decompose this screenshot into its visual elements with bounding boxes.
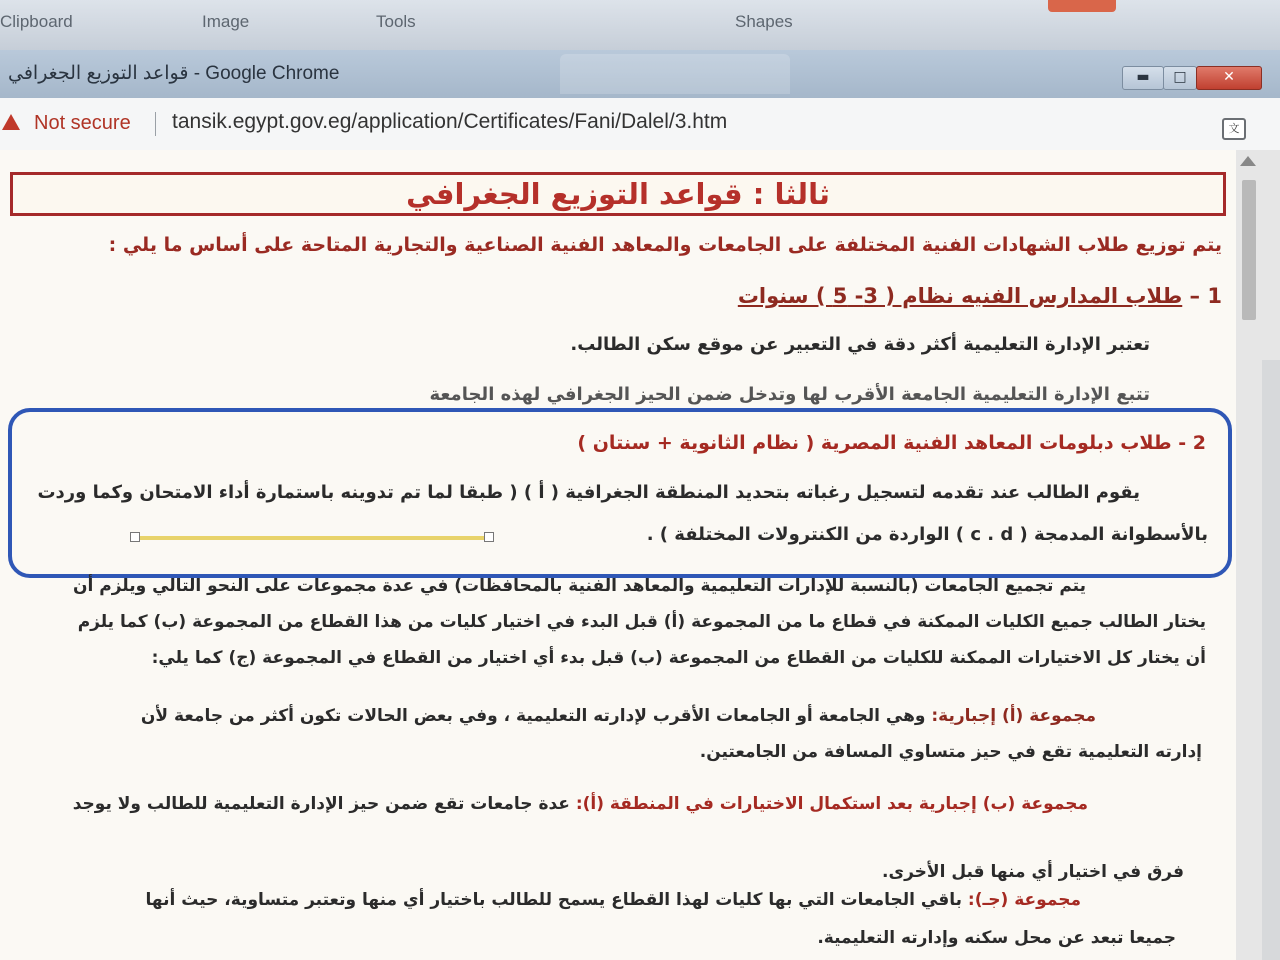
section-1-line-1: تعتبر الإدارة التعليمية أكثر دقة في التعبير عن موقع سكن الطالب. [570,334,1150,355]
page-heading: ثالثا : قواعد التوزيع الجغرافي [406,177,830,211]
underline-handle-left[interactable] [130,532,140,542]
group-b [73,794,1088,814]
group-a-label: مجموعة (أ) إجبارية: [931,706,1096,726]
group-a [141,706,1096,726]
url-field[interactable]: tansik.egypt.gov.eg/application/Certificates/Fani/Dalel/3.htm [172,110,728,133]
group-a-line-2: إدارته التعليمية تقع في حيز متساوي المسافة من الجامعتين. [699,742,1202,762]
scrollbar-thumb[interactable] [1242,180,1256,320]
section-2-line-1: يقوم الطالب عند تقدمه لتسجيل رغباته بتحديد المنطقة الجغرافية ( أ ) ( طبقا لما تم تدوينه باستمارة أداء الامتحان وكما وردت [37,482,1140,503]
section-1-number: 1 – [1182,284,1222,308]
group-c-label: مجموعة (جـ): [967,890,1081,910]
group-b-text: عدة جامعات تقع ضمن حيز الإدارة التعليمية للطالب ولا يوجد [72,794,576,814]
group-b-line-2: فرق في اختيار أي منها قبل الأخرى. [882,862,1184,882]
group-b-label: مجموعة (ب) إجبارية بعد استكمال الاختيارات في المنطقة (أ): [575,794,1088,814]
maximize-button[interactable]: □ [1163,66,1197,90]
paragraph-line-3: أن يختار كل الاختيارات الممكنة للكليات من القطاع من المجموعة (ب) قبل بدء أي اختيار من القطاع في المجموعة (ج) كما يلي: [151,648,1206,668]
section-2-title: 2 - طلاب دبلومات المعاهد الفنية المصرية ( نظام الثانوية + سنتان ) [577,432,1206,454]
group-c [145,890,1081,910]
warning-icon[interactable] [2,114,20,130]
ribbon-tools[interactable]: Tools [376,12,416,31]
ribbon-clipboard[interactable]: Clipboard [0,12,73,31]
group-a-text: وهي الجامعة أو الجامعات الأقرب لإدارته التعليمية ، وفي بعض الحالات تكون أكثر من جامعة لأن [140,706,932,726]
ribbon-shapes[interactable]: Shapes [735,12,793,31]
group-c-text: باقي الجامعات التي بها كليات لهذا القطاع يسمح للطالب باختيار أي منها وتعتبر متساوية، حيث أنها [145,890,968,910]
translate-icon[interactable]: 文 [1222,118,1246,140]
ribbon-image[interactable]: Image [202,12,250,31]
browser-titlebar [0,50,1280,98]
section-1-title-text: طلاب المدارس الفنيه نظام ( 3- 5 ) سنوات [737,284,1183,308]
highlight-underline[interactable] [134,536,488,540]
background-tab[interactable] [560,54,790,94]
address-bar[interactable] [0,98,1280,151]
intro-text: يتم توزيع طلاب الشهادات الفنية المختلفة على الجامعات والمعاهد الفنية الصناعية والتجارية المتاحة على أساس ما يلي : [108,234,1222,256]
close-button[interactable]: ✕ [1196,66,1262,90]
ribbon-color-swatch[interactable] [1048,0,1116,12]
background-window-edge [1262,360,1280,960]
page-content [0,150,1236,960]
heading-box [10,172,1226,216]
minimize-button[interactable]: ▬ [1122,66,1164,90]
section-1-line-2: تتبع الإدارة التعليمية الجامعة الأقرب لها وتدخل ضمن الحيز الجغرافي لهذه الجامعة [429,384,1150,405]
group-c-line-2: جميعا تبعد عن محل سكنه وإدارته التعليمية. [817,928,1176,948]
underline-handle-right[interactable] [484,532,494,542]
paragraph-line-1: يتم تجميع الجامعات (بالنسبة للإدارات التعليمية والمعاهد الفنية بالمحافظات) في عدة مجموعات على النحو التالي ويلزم أن [73,576,1086,596]
section-2-line-2: بالأسطوانة المدمجة ( c . d ) الواردة من الكنترولات المختلفة ) . [646,524,1208,545]
paint-ribbon [0,0,1280,51]
window-title: قواعد التوزيع الجغرافي - Google Chrome [8,63,340,84]
address-separator [155,112,156,136]
security-indicator[interactable]: Not secure [34,112,131,134]
scroll-up-arrow-icon[interactable] [1240,156,1256,166]
paragraph-line-2: يختار الطالب جميع الكليات الممكنة في قطاع ما من المجموعة (أ) قبل البدء في اختيار كليات من هذا القطاع من المجموعة (ب) كما يلزم [77,612,1206,632]
section-1-title [738,284,1222,308]
